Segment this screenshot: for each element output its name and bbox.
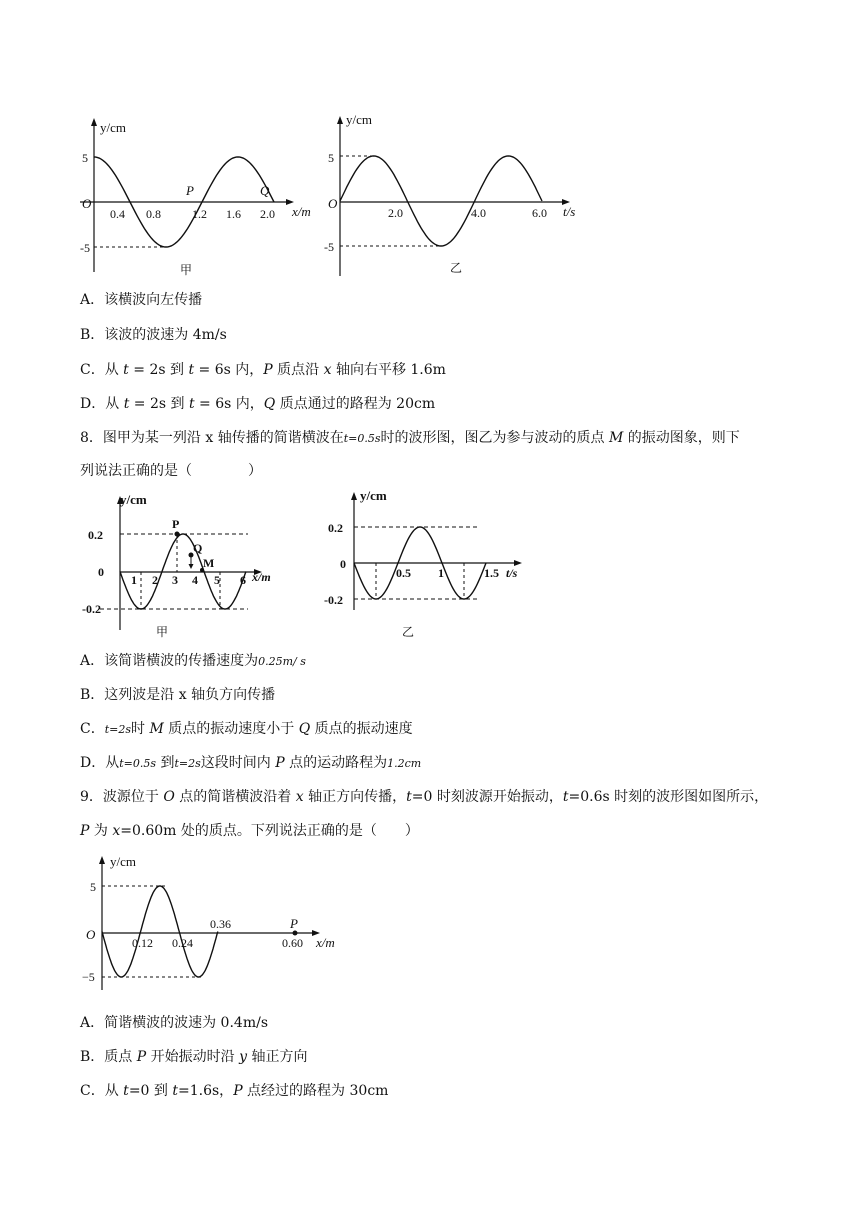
var-t: t: [406, 789, 412, 805]
q8-yi-svg: [320, 486, 540, 642]
q8-jia-svg: [80, 490, 290, 640]
y-tick-5: 5: [328, 151, 334, 165]
x-tick: 3: [172, 573, 178, 587]
point-m-label: M: [203, 556, 215, 570]
q8-option-b: B．这列波是沿 x 轴负方向传播: [80, 687, 276, 703]
var-t: t: [123, 396, 130, 412]
point-p-dot: [175, 532, 180, 537]
q7-yi-svg: [320, 110, 590, 282]
text: =1.6s，: [178, 1083, 234, 1099]
text: 质点的振动速度小于: [163, 721, 299, 737]
text: 质点的振动速度: [310, 721, 413, 737]
var-p: P: [233, 1083, 243, 1099]
text: 到: [156, 755, 175, 771]
x-label: x/m: [292, 204, 311, 219]
x-tick: 1: [131, 573, 137, 587]
text: B．质点: [80, 1049, 137, 1065]
text: C．: [80, 721, 105, 737]
var-m: M: [608, 430, 624, 446]
y-label: y/cm: [360, 488, 387, 503]
q9-stem-line2: [80, 821, 419, 841]
q8-figure-yi: [320, 486, 540, 642]
vibration-curve: [340, 156, 542, 246]
var-t: t: [188, 362, 195, 378]
text: =0.6s 时刻的波形图如图所示，: [568, 789, 769, 805]
time-value: t=2s: [104, 723, 131, 736]
q8-option-d: [80, 753, 421, 774]
x-tick: 4.0: [471, 206, 486, 220]
figure-caption: 甲: [156, 625, 169, 639]
wave-curve: [102, 886, 218, 977]
q8-stem-line2: 列说法正确的是（ ）: [80, 463, 262, 479]
figure-caption: 甲: [180, 263, 193, 277]
x-tick: 0.36: [210, 917, 231, 931]
text: 时: [131, 721, 150, 737]
x-tick: 0.12: [132, 936, 153, 950]
distance-value: 1.2cm: [387, 757, 422, 770]
q8-option-a: [80, 651, 306, 672]
x-tick: 0.60: [282, 936, 303, 950]
text: D．从: [80, 396, 124, 412]
x-tick: 2.0: [260, 207, 275, 221]
text: 的振动图象，则下: [623, 430, 740, 446]
y-tick: -0.2: [82, 602, 101, 616]
var-m: M: [149, 721, 164, 737]
var-p: P: [263, 362, 273, 378]
text: 轴正方向传播，: [303, 789, 407, 805]
text: C．从: [80, 1083, 124, 1099]
point-p-label: P: [172, 517, 180, 531]
x-label: t/s: [506, 566, 518, 580]
arrow-down-icon: [189, 564, 194, 569]
text: C．从: [80, 362, 124, 378]
q9-stem-line1: [80, 787, 768, 807]
y-tick: -0.2: [324, 593, 343, 607]
x-tick: 0.24: [172, 936, 193, 950]
y-label: y/cm: [346, 112, 372, 127]
text: =0 时刻波源开始振动，: [411, 789, 563, 805]
x-tick: 6.0: [532, 206, 547, 220]
q7-option-a: A．该横波向左传播: [80, 292, 203, 308]
text: 为: [89, 823, 113, 839]
text: =0.60m 处的质点。下列说法正确的是（ ）: [120, 823, 419, 839]
y-tick: 0: [340, 557, 346, 571]
y-tick-5: 5: [90, 880, 96, 894]
point-q-label: Q: [193, 541, 203, 555]
x-tick: 2: [152, 573, 158, 587]
text: 点的简谐横波沿着: [174, 789, 296, 805]
var-o: O: [163, 789, 175, 805]
speed-value: 0.25m/ s: [258, 655, 306, 668]
q9-svg: [80, 850, 360, 992]
point-p-label: P: [290, 916, 298, 931]
origin-label: O: [86, 927, 96, 942]
y-label: y/cm: [100, 120, 126, 135]
figure-caption: 乙: [450, 261, 463, 275]
q8-stem-line1: [80, 428, 740, 449]
q9-option-a: A．简谐横波的波速为 0.4m/s: [80, 1015, 269, 1031]
var-t: t: [172, 1083, 178, 1099]
var-t: t: [123, 362, 129, 378]
var-p: P: [80, 823, 90, 839]
text: 开始振动时沿: [146, 1049, 240, 1065]
y-tick-minus5: −5: [82, 970, 95, 984]
y-tick: 0.2: [328, 521, 343, 535]
q8-figure-jia: [80, 490, 290, 640]
q7-option-b: B．该波的波速为 4m/s: [80, 327, 227, 343]
x-tick: 0.8: [146, 207, 161, 221]
time-value: t=0.5s: [119, 757, 157, 770]
x-tick: 2.0: [388, 206, 403, 220]
var-x: x: [323, 362, 332, 378]
text: A．该简谐横波的传播速度为: [80, 653, 259, 669]
text: 时的波形图，图乙为参与波动的质点: [380, 430, 609, 446]
text: 点的运动路程为: [284, 755, 388, 771]
var-x: x: [112, 823, 121, 839]
text: = 6s 内，: [194, 396, 264, 412]
var-q: Q: [298, 721, 311, 737]
x-tick: 0.5: [396, 566, 411, 580]
time-value: t=0.5s: [343, 432, 381, 445]
text: = 2s 到: [129, 396, 189, 412]
var-t: t: [188, 396, 195, 412]
var-p: P: [136, 1049, 147, 1065]
point-p-dot: [293, 931, 298, 936]
x-label: x/m: [252, 570, 271, 584]
y-arrow-icon: [337, 116, 343, 124]
y-tick-minus5: -5: [324, 240, 334, 254]
time-value: t=2s: [174, 757, 201, 770]
origin-label: O: [82, 196, 92, 211]
x-label: x/m: [316, 935, 335, 950]
x-tick: 1.5: [484, 566, 499, 580]
q7-option-c: [80, 360, 446, 380]
x-tick: 6: [240, 573, 246, 587]
text: 轴向右平移 1.6m: [331, 362, 446, 378]
x-tick: 5: [214, 573, 220, 587]
text: = 6s 内，: [194, 362, 264, 378]
var-x: x: [295, 789, 304, 805]
x-tick: 1: [438, 566, 444, 580]
q7-figure-yi: [320, 110, 590, 282]
y-tick-minus5: -5: [80, 241, 90, 255]
point-p-label: P: [186, 183, 194, 198]
text: 质点通过的路程为 20cm: [275, 396, 436, 412]
y-label: y/cm: [110, 854, 136, 869]
q7-jia-svg: [80, 112, 320, 282]
x-tick: 1.2: [192, 207, 207, 221]
y-arrow-icon: [91, 118, 97, 126]
q8-option-c: [80, 719, 413, 740]
var-y: y: [239, 1049, 247, 1065]
q9-option-b: [80, 1047, 307, 1067]
text: 9．波源位于: [80, 789, 164, 805]
x-tick: 1.6: [226, 207, 241, 221]
text: 8．图甲为某一列沿 x 轴传播的简谐横波在: [80, 430, 344, 446]
x-tick: 0.4: [110, 207, 125, 221]
x-tick: 4: [192, 573, 198, 587]
q9-option-c: [80, 1081, 388, 1101]
q9-figure: [80, 850, 360, 992]
var-p: P: [275, 755, 285, 771]
text: 质点沿: [272, 362, 324, 378]
text: =0 到: [128, 1083, 173, 1099]
y-label: y/cm: [120, 492, 147, 507]
y-arrow-icon: [351, 492, 357, 500]
text: 这段时间内: [200, 755, 276, 771]
y-tick: 0.2: [88, 528, 103, 542]
point-q-label: Q: [260, 183, 270, 198]
figure-caption: 乙: [402, 625, 415, 639]
y-tick-5: 5: [82, 151, 88, 165]
text: = 2s 到: [128, 362, 189, 378]
var-t: t: [123, 1083, 129, 1099]
y-arrow-icon: [99, 856, 105, 864]
text: 点经过的路程为 30cm: [242, 1083, 389, 1099]
var-q: Q: [263, 396, 276, 412]
origin-label: O: [328, 196, 338, 211]
text: 轴正方向: [247, 1049, 308, 1065]
y-tick: 0: [98, 565, 104, 579]
var-t: t: [562, 789, 569, 805]
q7-figure-jia: [80, 112, 320, 282]
x-label: t/s: [563, 204, 576, 219]
text: D．从: [80, 755, 120, 771]
q7-option-d: [80, 394, 435, 414]
